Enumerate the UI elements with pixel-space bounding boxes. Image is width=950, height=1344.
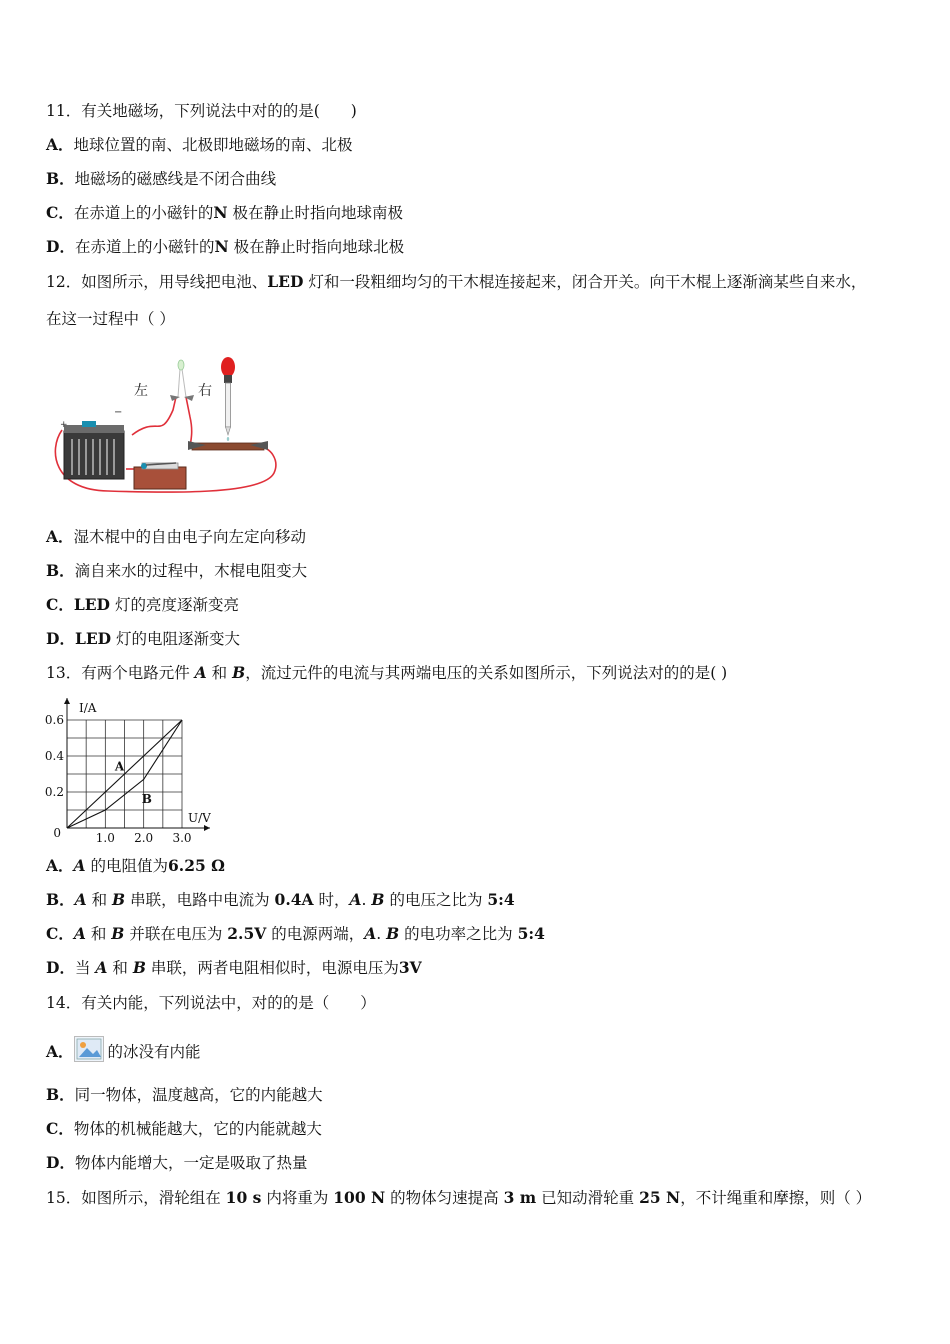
battery-plus-label: +	[60, 420, 68, 430]
q12-stem-line1: 12．如图所示，用导线把电池、LED 灯和一段粗细均匀的干木棍连接起来，闭合开关。向干木棍上逐渐滴某些自来水，	[46, 272, 867, 291]
q11-option-a: A．地球位置的南、北极即地磁场的南、北极	[46, 135, 353, 154]
q11-option-c: C．在赤道上的小磁针的N 极在静止时指向地球南极	[46, 203, 403, 222]
q12-option-b: B．滴自来水的过程中，木棍电阻变大	[46, 561, 308, 580]
q12-option-c: C．LED 灯的亮度逐渐变亮	[46, 595, 239, 614]
q13-option-b: B．A 和 B 串联，电路中电流为 0.4A 时，A. B 的电压之比为 5:4	[46, 890, 515, 909]
q13-option-d: D．当 A 和 B 串联，两者电阻相似时，电源电压为3V	[46, 958, 422, 977]
switch-icon	[134, 467, 186, 489]
x-axis-arrow	[204, 825, 210, 831]
series-label-a: A	[114, 759, 125, 774]
y-tick-label: 0.6	[44, 713, 64, 727]
q13-option-a: A．A 的电阻值为6.25 Ω	[46, 856, 225, 875]
q14-option-d: D．物体内能增大，一定是吸取了热量	[46, 1153, 308, 1172]
y-axis-arrow	[64, 698, 70, 704]
q12-option-d: D．LED 灯的电阻逐渐变大	[46, 629, 241, 648]
q14-option-c: C．物体的机械能越大，它的内能就越大	[46, 1119, 322, 1138]
broken-image-icon	[74, 1036, 104, 1062]
label-left: 左	[134, 383, 148, 399]
q14-stem: 14．有关内能，下列说法中，对的的是（ ）	[46, 994, 376, 1012]
battery-minus-label: −	[114, 407, 123, 418]
y-tick-label: 0.4	[44, 749, 64, 763]
q12-stem-line2: 在这一过程中（ ）	[46, 310, 175, 328]
q11-option-d: D．在赤道上的小磁针的N 极在静止时指向地球北极	[46, 237, 405, 256]
q11-option-b: B．地磁场的磁感线是不闭合曲线	[46, 169, 277, 188]
origin-label: 0	[53, 826, 61, 840]
q12-circuit-figure	[48, 355, 283, 500]
series-label-b: B	[141, 791, 152, 806]
q13-stem: 13．有两个电路元件 A 和 B，流过元件的电流与其两端电压的关系如图所示，下列说法对的的是( )	[46, 663, 728, 682]
x-axis-label: U/V	[188, 811, 211, 825]
led-icon	[170, 360, 194, 401]
q14-option-a: A． 的冰没有内能	[46, 1036, 201, 1063]
x-tick-label: 1.0	[95, 831, 115, 845]
q15-stem: 15．如图所示，滑轮组在 10 s 内将重为 100 N 的物体匀速提高 3 m 已知动滑轮重 25 N，不计绳重和摩擦，则（ ）	[46, 1188, 872, 1207]
wooden-stick	[192, 443, 264, 450]
label-right: 右	[198, 383, 212, 399]
x-tick-label: 3.0	[172, 831, 192, 845]
q13-option-c: C．A 和 B 并联在电压为 2.5V 的电源两端，A. B 的电功率之比为 5:4	[46, 924, 545, 943]
y-tick-label: 0.2	[44, 785, 64, 799]
dropper-icon	[221, 357, 235, 441]
q14-option-b: B．同一物体，温度越高，它的内能越大	[46, 1085, 323, 1104]
iu-chart	[44, 698, 224, 848]
y-axis-label: I/A	[79, 701, 97, 715]
q11-stem: 11．有关地磁场，下列说法中对的的是( )	[46, 102, 357, 120]
q12-option-a: A．湿木棍中的自由电子向左定向移动	[46, 527, 307, 546]
x-tick-label: 2.0	[134, 831, 154, 845]
